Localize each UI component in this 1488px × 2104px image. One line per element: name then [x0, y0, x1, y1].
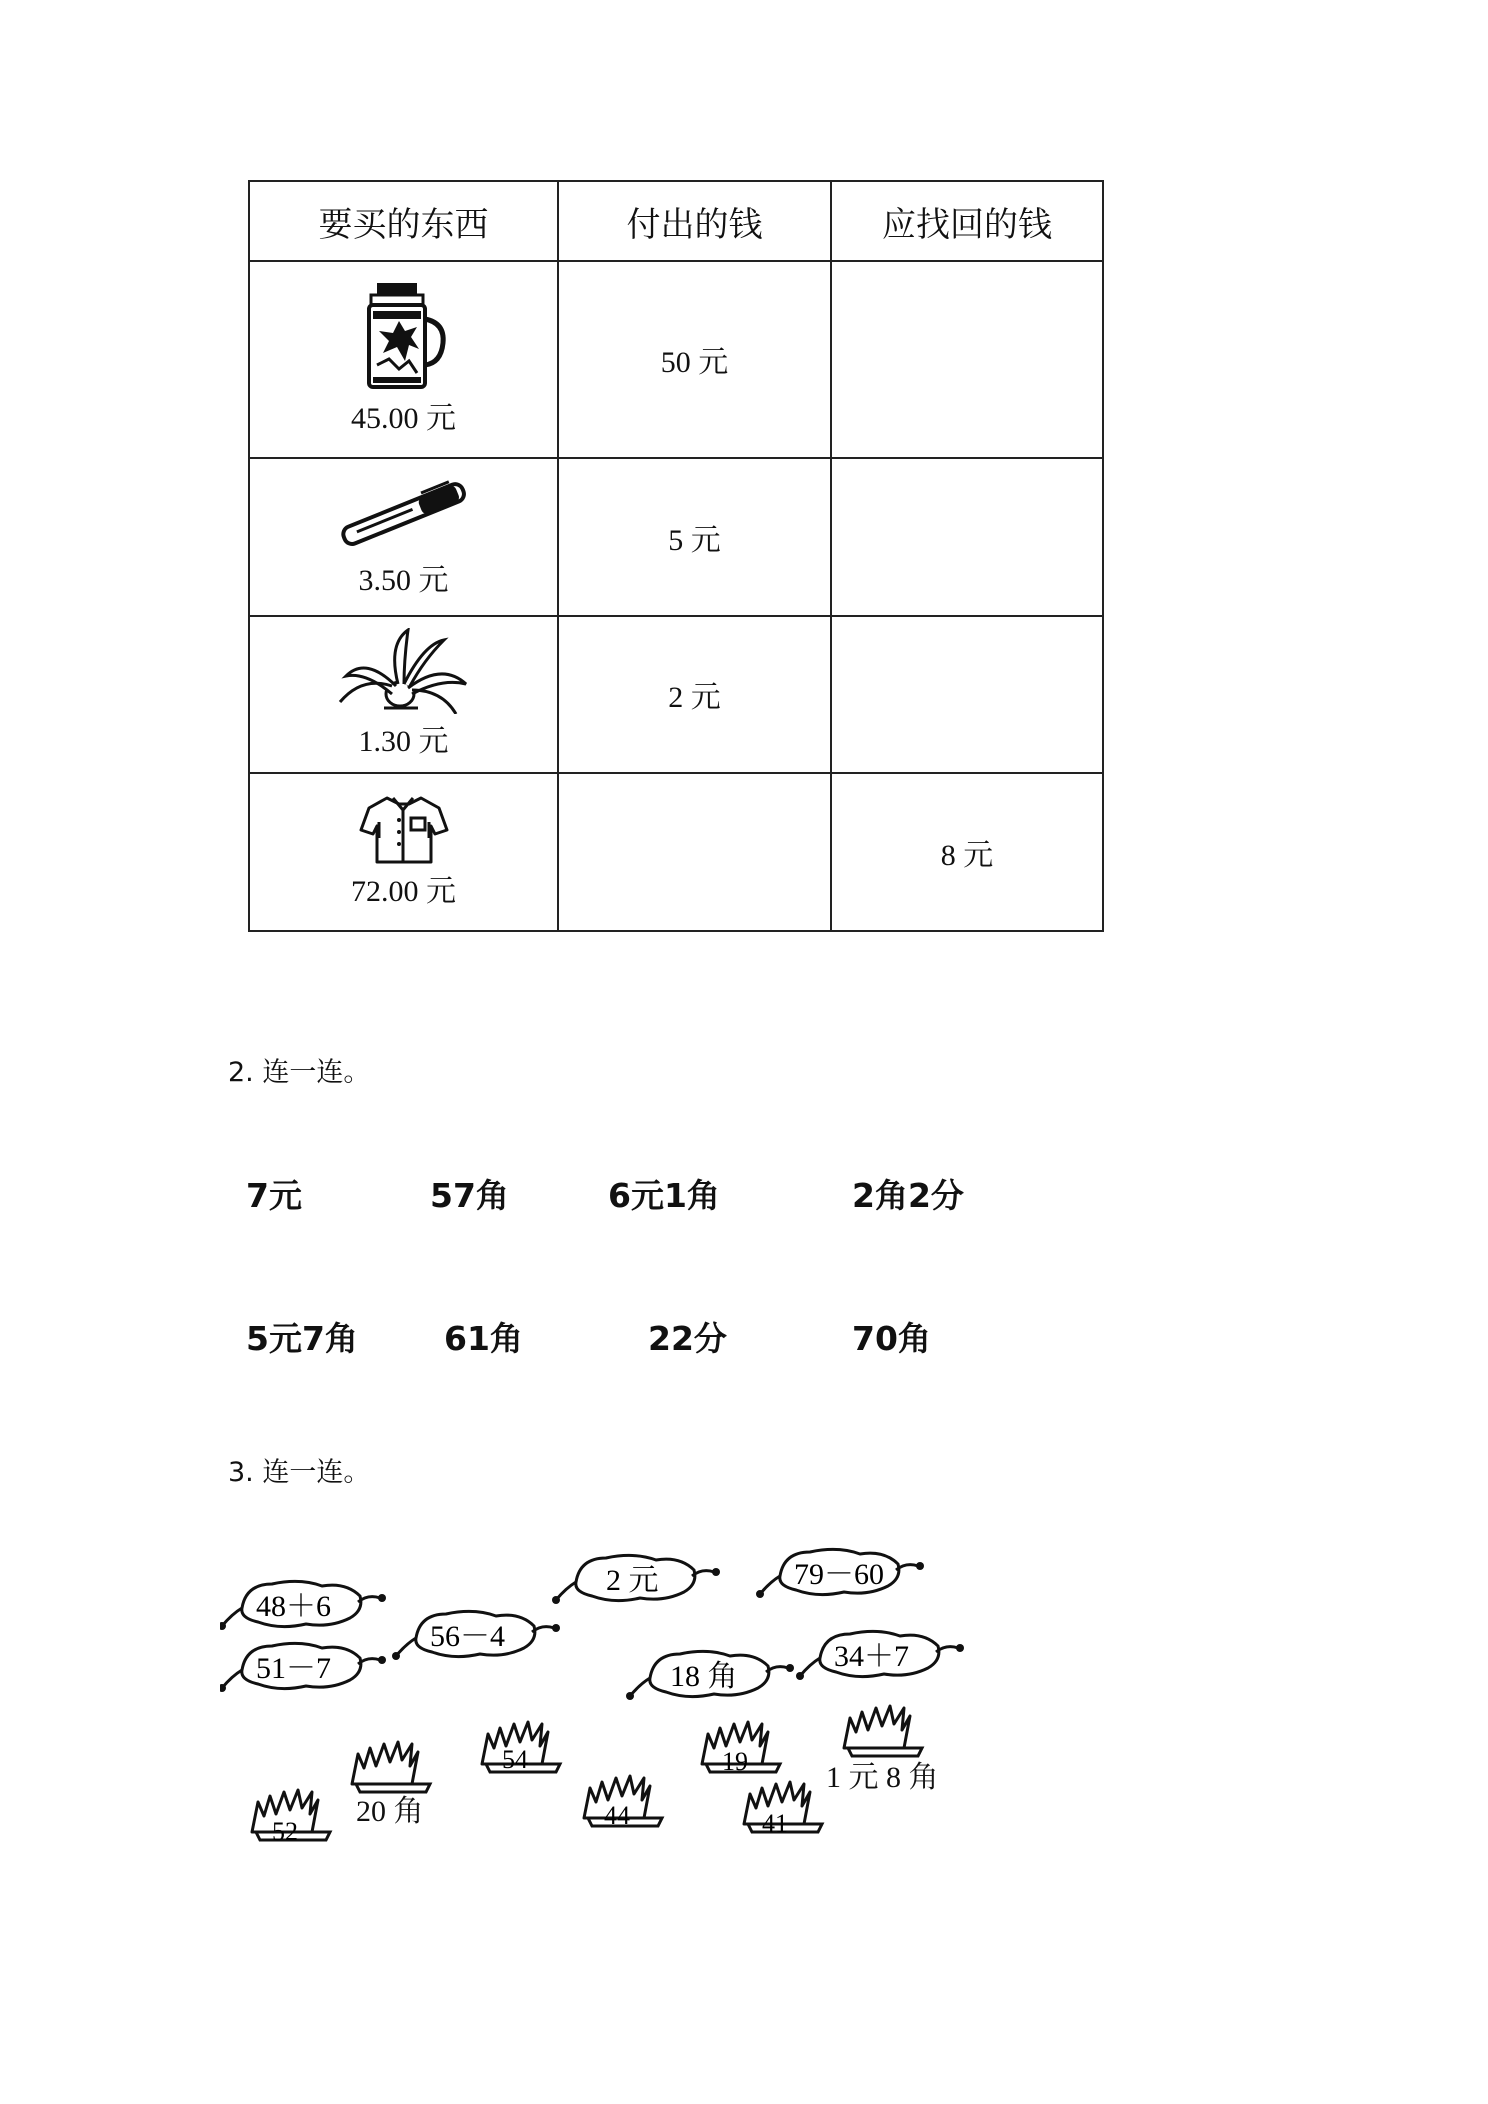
paid-cell: 5 元	[558, 458, 831, 616]
question-2-heading: 2. 连一连。	[228, 1057, 371, 1088]
q2-bottom-label: 5元7角	[246, 1319, 358, 1358]
leaf-card	[796, 1631, 964, 1680]
grass-card	[252, 1790, 330, 1846]
grass-label: 52	[272, 1817, 298, 1846]
grass-card	[584, 1776, 662, 1830]
table-header-row	[249, 181, 1103, 261]
paid-cell: 2 元	[558, 616, 831, 772]
paid-cell	[558, 773, 831, 931]
q2-top-label: 7元	[246, 1176, 302, 1215]
header-change: 应找回的钱	[831, 181, 1103, 261]
item-price: 1.30 元	[358, 725, 449, 759]
leaf-label: 56－4	[430, 1620, 505, 1653]
leaf-card	[392, 1611, 560, 1660]
grass-label: 41	[762, 1809, 788, 1838]
item-cell	[249, 261, 558, 458]
grass-card	[702, 1722, 780, 1776]
table-row	[249, 773, 1103, 931]
item-cell	[249, 616, 558, 772]
item-cell	[249, 458, 558, 616]
q2-bottom-label: 70角	[852, 1319, 931, 1358]
paid-cell: 50 元	[558, 261, 831, 458]
item-cell	[249, 773, 558, 931]
q2-top-label: 57角	[430, 1176, 509, 1215]
leaf-label: 34＋7	[834, 1640, 909, 1673]
change-cell	[831, 458, 1103, 616]
leaf-card	[756, 1549, 924, 1598]
change-cell	[831, 261, 1103, 458]
grass-card	[744, 1782, 822, 1838]
leaf-label: 48＋6	[256, 1590, 331, 1623]
grass-caption: 1 元 8 角	[826, 1761, 939, 1794]
leaf-card	[220, 1643, 386, 1692]
shirt-icon	[359, 794, 449, 864]
leaf-card	[552, 1555, 720, 1604]
question-3-heading: 3. 连一连。	[228, 1457, 371, 1488]
grass-caption: 20 角	[356, 1795, 424, 1828]
change-cell: 8 元	[831, 773, 1103, 931]
item-price: 72.00 元	[351, 874, 456, 908]
grass-label: 19	[722, 1747, 748, 1776]
q2-top-label: 2角2分	[852, 1176, 964, 1215]
header-item: 要买的东西	[249, 181, 558, 261]
leaf-label: 18 角	[670, 1660, 738, 1693]
grass-card	[352, 1742, 430, 1792]
table-row	[249, 261, 1103, 458]
grass-card	[482, 1722, 560, 1774]
change-cell	[831, 616, 1103, 772]
leaf-label: 79－60	[794, 1558, 884, 1591]
item-price: 45.00 元	[351, 402, 456, 436]
price-table	[248, 180, 1104, 932]
grass-label: 44	[604, 1801, 630, 1830]
pen-icon	[334, 475, 474, 553]
q2-bottom-label: 61角	[444, 1319, 523, 1358]
grass-label: 54	[502, 1745, 528, 1774]
leaf-label: 51－7	[256, 1652, 331, 1685]
leaf-label: 2 元	[606, 1564, 659, 1597]
table-row	[249, 616, 1103, 772]
leaf-card	[626, 1651, 794, 1700]
shuttlecock-icon	[334, 628, 474, 714]
table-row	[249, 458, 1103, 616]
leaf-card	[220, 1581, 386, 1630]
q2-top-label: 6元1角	[608, 1176, 720, 1215]
thermos-icon	[359, 281, 449, 391]
grass-card	[844, 1706, 922, 1756]
leaf-grass-diagram	[220, 1540, 1020, 1860]
header-paid: 付出的钱	[558, 181, 831, 261]
q2-bottom-label: 22分	[648, 1319, 727, 1358]
item-price: 3.50 元	[358, 563, 449, 597]
